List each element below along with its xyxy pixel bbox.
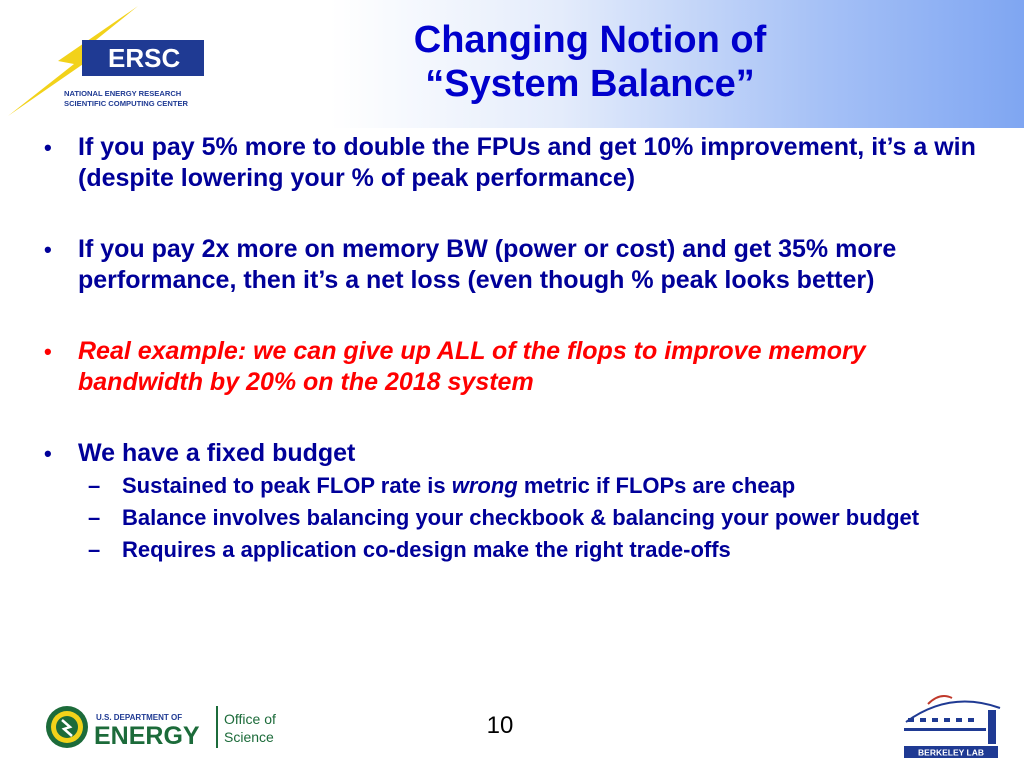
bullet-marker: • bbox=[44, 441, 52, 466]
sub-bullet-emphasis: wrong bbox=[451, 473, 518, 498]
bullet-text: Real example: we can give up ALL of the flops to improve memory bandwidth by 20% on the 2018 system bbox=[78, 337, 866, 396]
sub-bullet-item bbox=[78, 472, 994, 500]
title-line-1: Changing Notion of bbox=[413, 19, 767, 61]
doe-office-line-2: Science bbox=[224, 729, 274, 745]
berkeley-lab-text: BERKELEY LAB bbox=[918, 747, 984, 758]
sub-bullet-marker: – bbox=[88, 473, 101, 498]
bullet-text: If you pay 5% more to double the FPUs and get 10% improvement, it’s a win (despite lowering your % of peak performance) bbox=[78, 133, 976, 192]
nersc-wordmark: ERSC bbox=[108, 43, 181, 73]
bullet-item bbox=[44, 132, 994, 194]
bullet-text: If you pay 2x more on memory BW (power or cost) and get 35% more performance, then it’s a net loss (even though % peak looks better) bbox=[78, 235, 897, 294]
sub-bullet-marker: – bbox=[88, 505, 101, 530]
doe-dept-text: U.S. DEPARTMENT OF bbox=[96, 713, 183, 722]
bullet-item-highlight bbox=[44, 336, 994, 398]
doe-energy-text: ENERGY bbox=[94, 722, 200, 750]
sub-bullet-text-after: metric if FLOPs are cheap bbox=[517, 473, 796, 498]
nersc-tagline-1: NATIONAL ENERGY RESEARCH bbox=[64, 89, 182, 98]
sub-bullet-item bbox=[78, 504, 994, 532]
title-line-2: “System Balance” bbox=[425, 63, 755, 105]
bullet-marker: • bbox=[44, 237, 52, 262]
sub-bullet-list bbox=[78, 472, 994, 564]
sub-bullet-text-before: Sustained to peak FLOP rate is bbox=[122, 473, 452, 498]
bullet-marker: • bbox=[44, 339, 52, 364]
sub-bullet-text: Balance involves balancing your checkbook & balancing your power budget bbox=[122, 505, 920, 530]
berkeley-lab-logo bbox=[900, 688, 1008, 760]
sub-bullet-marker: – bbox=[88, 537, 101, 562]
doe-office-line-1: Office of bbox=[224, 711, 276, 727]
bullet-item bbox=[44, 234, 994, 296]
nersc-tagline-2: SCIENTIFIC COMPUTING CENTER bbox=[64, 99, 189, 108]
slide-title bbox=[300, 18, 880, 106]
bullet-list bbox=[44, 132, 994, 568]
bullet-item bbox=[44, 438, 994, 564]
bullet-marker: • bbox=[44, 135, 52, 160]
nersc-logo bbox=[8, 4, 208, 122]
sub-bullet-text: Requires a application co-design make the right trade-offs bbox=[122, 537, 731, 562]
doe-logo bbox=[44, 700, 294, 754]
bullet-text: We have a fixed budget bbox=[78, 439, 356, 467]
page-number: 10 bbox=[486, 712, 514, 739]
sub-bullet-item bbox=[78, 536, 994, 564]
